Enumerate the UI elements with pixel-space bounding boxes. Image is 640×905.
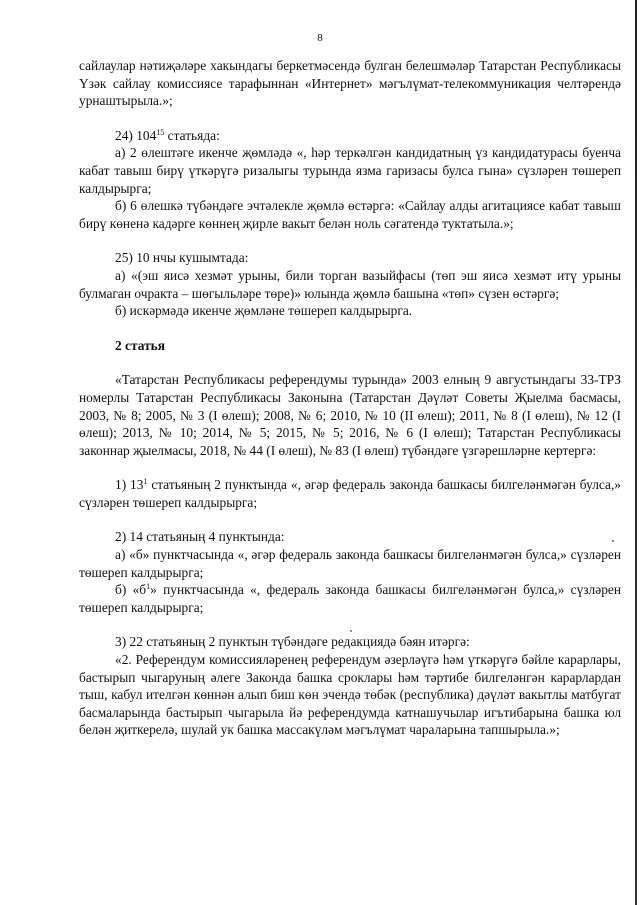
paragraph: 25) 10 нчы кушымтада:: [115, 250, 249, 266]
document-body: [79, 57, 621, 739]
superscript-index: 1: [146, 582, 151, 592]
paragraph-gap: [79, 320, 621, 337]
paragraph-gap: [79, 354, 621, 371]
paragraph: «Татарстан Республикасы референдумы турында» 2003 елның 9 августындагы 33-ТРЗ номерлы Татарстан Республикасы Законына (Татарстан Дәүләт Советы Җыелма басмасы, 2003, № 8; 2005, № 3 (I өлеш); 2008, № 6; 2010, № 10 (II өлеш); 2011, № 8 (I өлеш), № 12 (I өлеш); 2013, № 10; 2014, № 5; 2015, № 5; 2016, № 6 (I өлеш); Татарстан Республикасы законнар җыелмасы, 2018, № 44 (I өлеш), № 83 (I өлеш) түбәндәге үзгәрешләрне кертергә:: [79, 372, 621, 458]
paragraph-text: статьяның 2 пунктында «, әгәр федераль законда башкасы билгеләнмәгән булса,» сүзләрен төшереп калдырырга;: [79, 477, 621, 510]
superscript-index: 15: [156, 127, 165, 137]
paragraph: [79, 476, 621, 511]
paragraph-text: 1) 13: [115, 477, 144, 493]
scan-speck: [350, 630, 352, 632]
paragraph: сайлаулар нәтиҗәләре хакындагы беркетмәсендә булган белешмәләр Татарстан Республикасы Үзәк сайлау комиссиясе тарафыннан «Интернет» мәгълүмат-телекоммуникация челтәрендә урнаштырыла.»;: [79, 58, 621, 109]
paragraph-gap: [79, 459, 621, 476]
paragraph: а) 2 өлештәге икенче җөмләдә «, һәр теркәлгән кандидатның үз кандидатурасы буенча кабат тавыш бирү үткәрүгә ризалыгы турында язма гаризасы булса гына» сүзләрен төшереп калдырырга;: [79, 145, 621, 196]
paragraph: [79, 127, 621, 145]
paragraph: б) 6 өлешкә түбәндәге эчтәлекле җөмлә өстәргә: «Сайлау алды агитациясе кабат тавыш бирү көненә кадәрге көннең җирле вакыт белән ноль сәгатендә туктатыла.»;: [79, 198, 621, 231]
paragraph-text: 24) 104: [115, 127, 157, 143]
paragraph: «2. Референдум комиссияләренең референдум әзерләүгә һәм үткәрүгә бәйле карарлары, бастырып чыгаруның әлеге Законда башка сроклары һәм тәртибе билгеләнгән карарлардан тыш, кабул ителгән көннән алып биш көн эчендә төбәк (республика) дәүләт вакытлы матбугат басмаларында бастырып чыгарыла йә референдумда катнашучылар игътибарына башка юл белән җиткерелә, шулай ук башка массакүләм мәгълүмат чараларына тапшырыла.»;: [79, 652, 621, 738]
scan-speck: [612, 540, 614, 542]
paragraph-gap: [79, 232, 621, 249]
article-heading: 2 статья: [115, 337, 165, 353]
superscript-index: 1: [143, 477, 148, 487]
page-number: 8: [317, 32, 323, 44]
paragraph: б) искәрмәдә икенче җөмләне төшереп калдырырга.: [115, 303, 413, 319]
paragraph-text: статьяда:: [164, 127, 220, 143]
paragraph: а) «б» пунктчасында «, әгәр федераль законда башкасы билгеләнмәгән булса,» сүзләрен төшереп калдырырга;: [79, 547, 621, 580]
paragraph-gap: [79, 511, 621, 528]
paragraph: 3) 22 статьяның 2 пунктын түбәндәге редакциядә бәян итәргә:: [115, 634, 470, 650]
paragraph-text: » пунктчасында «, федераль законда башкасы билгеләнмәгән булса,» сүзләрен төшереп калдырырга;: [79, 582, 621, 615]
scan-edge: [635, 0, 637, 905]
paragraph: [79, 581, 621, 616]
paragraph-gap: [79, 110, 621, 127]
paragraph: а) «(эш яисә хезмәт урыны, били торган вазыйфасы (төп эш яисә хезмәт итү урыны булмаган очракта – шөгыльләре төре)» юлында җөмлә башына «төп» сүзен өстәргә;: [79, 267, 621, 301]
paragraph: 2) 14 статьяның 4 пунктында:: [115, 529, 285, 545]
paragraph-text: б) «б: [115, 582, 147, 598]
